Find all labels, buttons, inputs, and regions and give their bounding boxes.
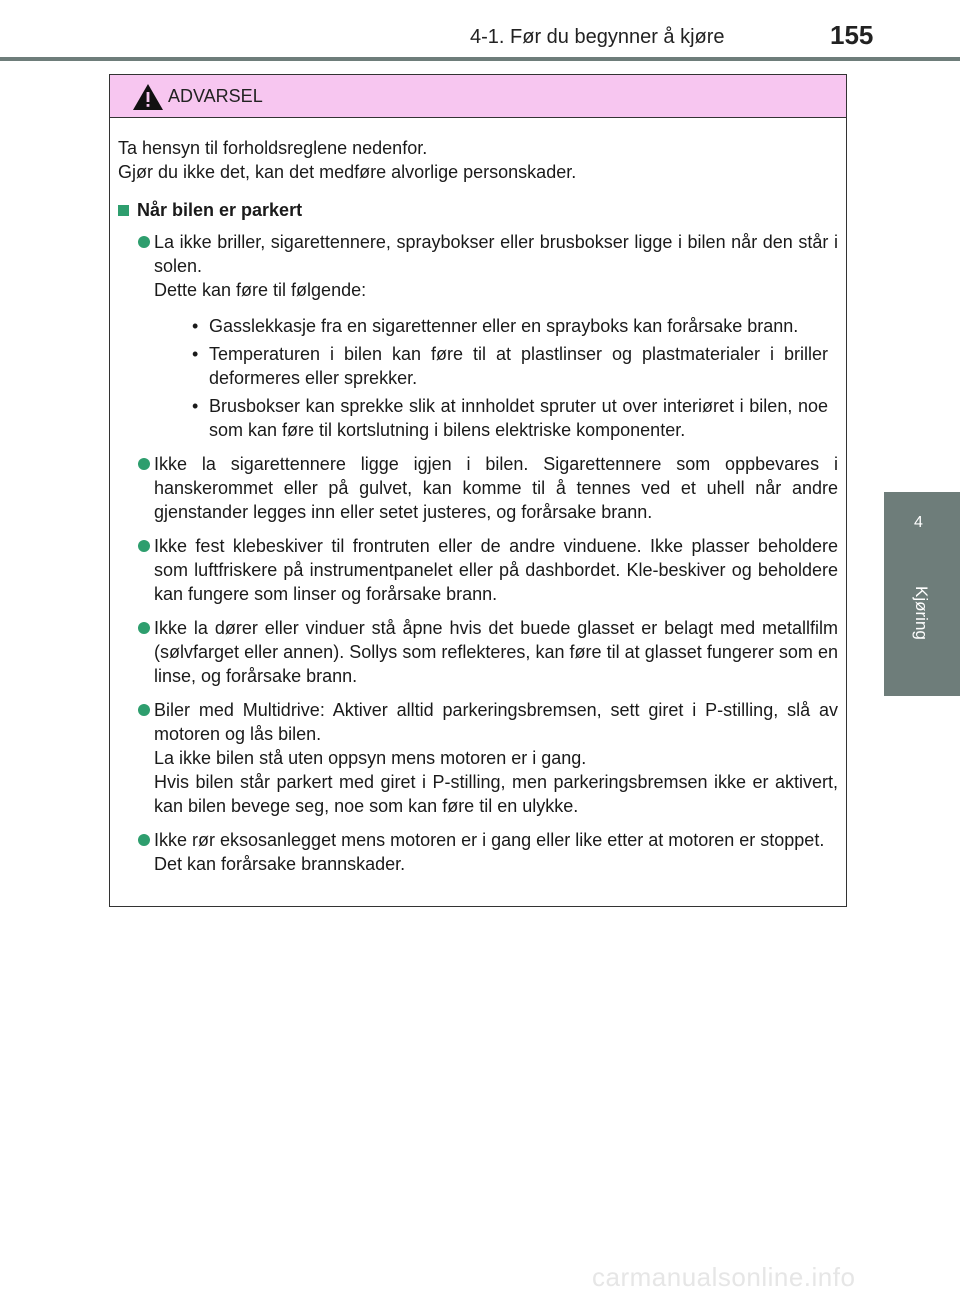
round-bullet-icon	[138, 704, 150, 716]
item-text: Ikke fest klebeskiver til frontruten eller de andre vinduene. Ikke plasser beholdere som luftfriskere på instrumentpanelet eller på dashbordet. Kle-beskiver og beholdere kan fungere som linser og forårsake brann.	[154, 536, 838, 604]
round-bullet-icon	[138, 458, 150, 470]
item-text: Biler med Multidrive: Aktiver alltid parkeringsbremsen, sett giret i P-stilling, slå av motoren og lås bilen.	[154, 700, 838, 744]
warning-header	[110, 75, 846, 118]
warning-body	[110, 118, 846, 876]
consequence-item: • Temperaturen i bilen kan føre til at plastlinser og plastmaterialer i briller deformeres eller sprekker.	[192, 342, 828, 390]
consequence-list	[154, 314, 838, 442]
item-text: Dette kan føre til følgende:	[154, 280, 367, 300]
round-bullet-icon	[138, 540, 150, 552]
warning-item	[118, 230, 838, 442]
intro-line: Ta hensyn til forholdsreglene nedenfor.	[118, 138, 428, 158]
warning-item	[118, 452, 838, 524]
item-text: Det kan forårsake brannskader.	[154, 854, 406, 874]
warning-intro	[118, 136, 838, 184]
item-text: Ikke la sigarettennere ligge igjen i bilen. Sigarettennere som oppbevares i hanskerommet eller på gulvet, kan komme til å tennes ved et uhell når andre gjenstander legges inn eller setet justeres, og forårsake brann.	[154, 454, 838, 522]
item-text: La ikke bilen stå uten oppsyn mens motoren er i gang.	[154, 748, 587, 768]
chapter-label: Kjøring	[912, 586, 931, 640]
item-text: La ikke briller, sigarettennere, spraybokser eller brusbokser ligge i bilen når den står i solen.	[154, 232, 838, 276]
section-heading-text: Når bilen er parkert	[137, 200, 303, 220]
chapter-label-tab	[884, 556, 960, 696]
intro-line: Gjør du ikke det, kan det medføre alvorlige personskader.	[118, 162, 577, 182]
section-title: 4-1. Før du begynner å kjøre	[470, 26, 725, 48]
round-bullet-icon	[138, 236, 150, 248]
item-text: Hvis bilen står parkert med giret i P-stilling, men parkeringsbremsen ikke er aktivert, kan bilen bevege seg, noe som kan føre til en ulykke.	[154, 772, 838, 816]
item-text: Ikke rør eksosanlegget mens motoren er i gang eller like etter at motoren er stoppet.	[154, 830, 825, 850]
warning-item	[118, 534, 838, 606]
chapter-number: 4	[914, 514, 923, 531]
square-bullet-icon	[118, 205, 129, 216]
section-heading	[118, 198, 838, 222]
round-bullet-icon	[138, 834, 150, 846]
warning-item	[118, 616, 838, 688]
consequence-item: • Gasslekkasje fra en sigarettenner eller en sprayboks kan forårsake brann.	[192, 314, 828, 338]
round-bullet-icon	[138, 622, 150, 634]
warning-title: ADVARSEL	[168, 86, 263, 106]
warning-item	[118, 698, 838, 818]
page-number: 155	[830, 20, 874, 50]
warning-item	[118, 828, 838, 876]
chapter-tab	[884, 492, 960, 556]
watermark: carmanualsonline.info	[592, 1262, 856, 1292]
consequence-item: • Brusbokser kan sprekke slik at innholdet spruter ut over interiøret i bilen, noe som kan føre til kortslutning i bilens elektriske komponenter.	[192, 394, 828, 442]
warning-triangle-icon	[132, 83, 164, 111]
header-divider	[0, 57, 960, 61]
item-text: Ikke la dører eller vinduer stå åpne hvis det buede glasset er belagt med metallfilm (sølvfarget eller annen). Sollys som reflekteres, kan føre til at glasset fungerer som en linse, og forårsake brann.	[154, 618, 838, 686]
warning-box	[109, 74, 847, 907]
